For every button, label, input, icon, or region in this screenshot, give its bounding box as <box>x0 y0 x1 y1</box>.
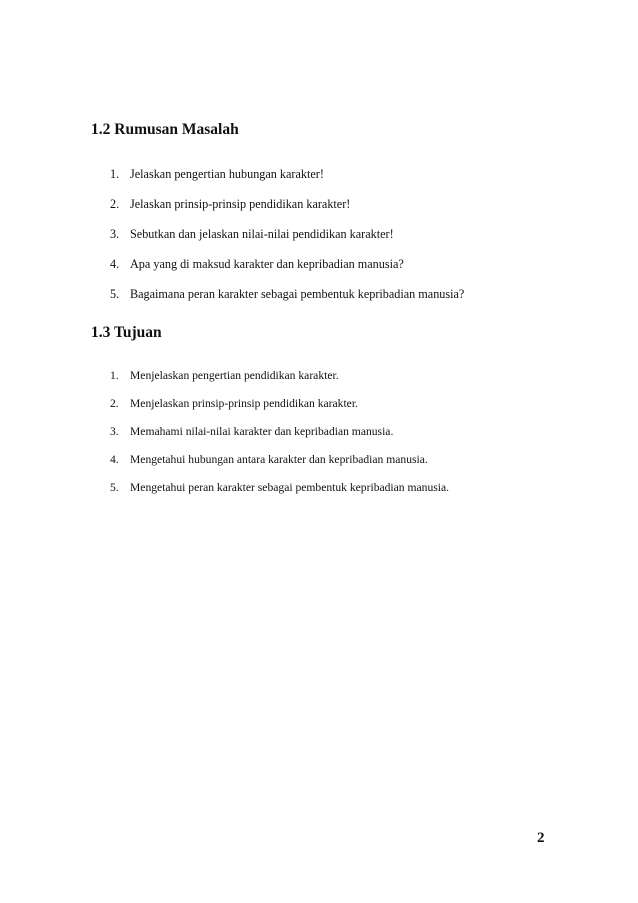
list-item <box>110 425 393 439</box>
list-item-number: 5. <box>110 287 120 301</box>
list-item-number: 3. <box>110 425 119 438</box>
list-item-text: Jelaskan pengertian hubungan karakter! <box>130 167 324 181</box>
list-item-number: 1. <box>110 369 119 382</box>
list-item-number: 2. <box>110 397 119 410</box>
list-item <box>110 453 428 467</box>
list-item-number: 2. <box>110 197 120 211</box>
list-item <box>110 481 449 495</box>
list-item <box>110 167 324 181</box>
list-item-text: Menjelaskan prinsip-prinsip pendidikan karakter. <box>130 397 358 410</box>
list-item-text: Bagaimana peran karakter sebagai pembentuk kepribadian manusia? <box>130 287 465 301</box>
list-item-number: 1. <box>110 167 120 181</box>
list-item-text: Mengetahui hubungan antara karakter dan kepribadian manusia. <box>130 453 428 466</box>
list-item-text: Jelaskan prinsip-prinsip pendidikan karakter! <box>130 197 351 211</box>
list-item-text: Sebutkan dan jelaskan nilai-nilai pendidikan karakter! <box>130 227 394 241</box>
list-item <box>110 287 464 301</box>
list-item-text: Apa yang di maksud karakter dan kepribadian manusia? <box>130 257 404 271</box>
list-item <box>110 369 339 383</box>
list-item-number: 4. <box>110 453 119 466</box>
list-item-text: Mengetahui peran karakter sebagai pembentuk kepribadian manusia. <box>130 481 450 494</box>
list-item <box>110 197 350 211</box>
page-number: 2 <box>537 830 545 846</box>
section-heading-rumusan-masalah: 1.2 Rumusan Masalah <box>91 121 239 138</box>
list-item <box>110 227 394 241</box>
section-heading-tujuan: 1.3 Tujuan <box>91 324 162 341</box>
list-item-number: 4. <box>110 257 120 271</box>
list-item <box>110 397 358 411</box>
list-item-text: Memahami nilai-nilai karakter dan kepribadian manusia. <box>130 425 394 438</box>
list-item-text: Menjelaskan pengertian pendidikan karakter. <box>130 369 339 382</box>
list-item-number: 3. <box>110 227 120 241</box>
list-item <box>110 257 404 271</box>
list-item-number: 5. <box>110 481 119 494</box>
